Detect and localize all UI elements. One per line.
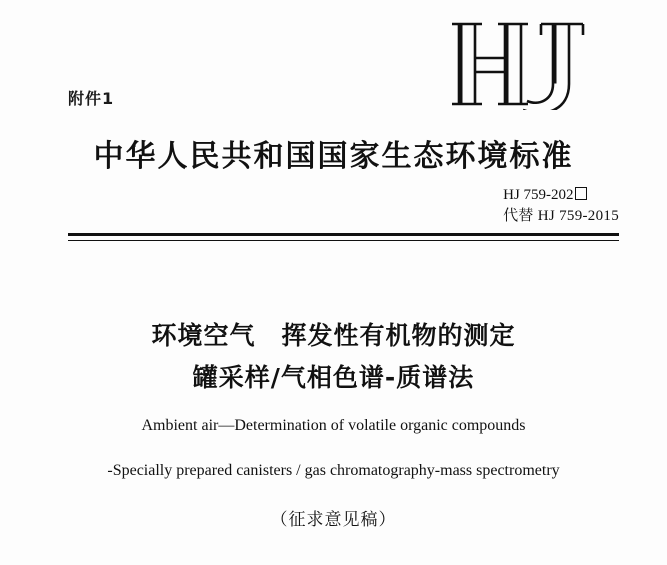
code-placeholder-box-icon xyxy=(575,187,587,200)
standard-code: HJ 759-202 xyxy=(503,187,574,203)
draft-status-label: （征求意见稿） xyxy=(270,510,397,530)
standard-title: 中华人民共和国国家生态环境标准 xyxy=(93,139,574,174)
standard-code-block xyxy=(503,185,619,227)
subject-title-cn xyxy=(0,315,667,399)
subject-title-en-line2: -Specially prepared canisters / gas chromatography-mass spectrometry xyxy=(107,462,560,479)
subject-title-cn-line1: 环境空气 挥发性有机物的测定 xyxy=(151,321,516,350)
header-rule-thick xyxy=(68,233,619,236)
standard-code-line xyxy=(503,185,619,206)
header-rule-thin xyxy=(68,240,619,241)
subject-title-cn-line2: 罐采样/气相色谱-质谱法 xyxy=(192,363,475,392)
replaces-line: 代替 HJ 759-2015 xyxy=(503,208,619,224)
attachment-label: 附件1 xyxy=(68,89,115,108)
hj-logo xyxy=(449,18,589,110)
subject-title-en-line1: Ambient air—Determination of volatile organic compounds xyxy=(141,417,526,434)
